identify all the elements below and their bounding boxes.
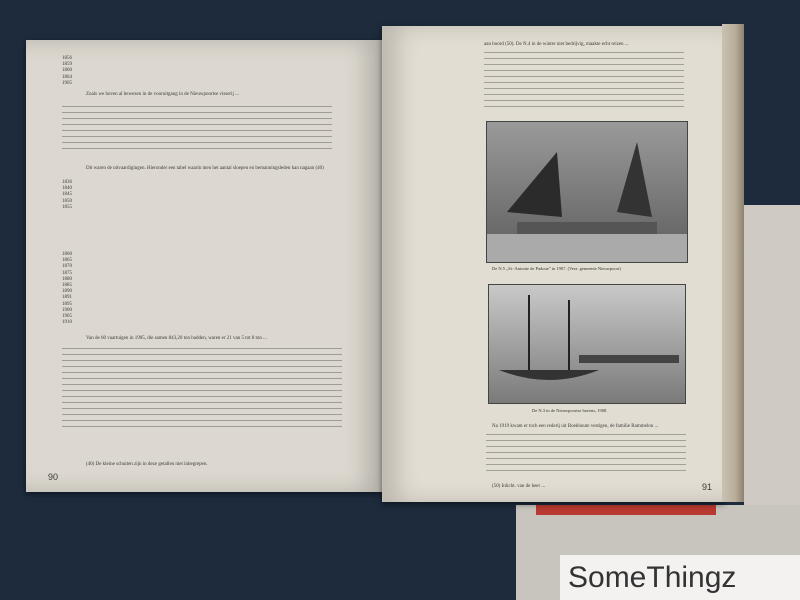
intro-text: Zoals we boven al bewezen in de vooruitgang in de Nieuwpoortse visserij ... [86,92,239,97]
page-number-right: 91 [702,482,713,492]
sailboat-illustration [487,122,687,262]
left-page [26,40,384,492]
lower-years: 1860 1865 1870 1875 1880 1885 1890 1891 1895 1900 1905 1910 [62,252,72,326]
photo-harbour [488,284,686,404]
top-text: aan boord (50). De N.4 in de winter niet bedrijvig, maakte echt reizen ... [484,42,629,47]
bottom-text-lines [486,434,686,476]
harbour-illustration [489,285,685,403]
table-years: 1836 1840 1845 1850 1855 [62,180,72,210]
right-page [382,26,724,502]
caption-2: De N.3 in de Nieuwpoortse havens, 1908. [532,408,608,413]
intro-table [62,106,332,154]
book-cover-edge [722,24,744,502]
bottom-text: Na 1919 kwam er toch een rederij uit Boekhoute vestigen, de familie Rammelon ... [492,424,659,429]
year-list: 1856 1859 1860 1864 1905 [62,56,72,86]
watermark: SomeThingz [560,555,800,600]
footnote: (40) De kleine schuiten zijn in deze getallen niet inbegrepen. [86,462,208,467]
footnote-right: (50) Inlicht. van de heer ... [492,484,546,489]
paragraph-lines [62,348,342,432]
paragraph: Van de 60 vaartuigen in 1905, die samen 843,20 ton hadden, waren er 21 van 5 tot 8 ton ... [86,336,267,341]
background-page-right [744,205,800,505]
middle-text: Dit waren de uitvaardigingen. Hieronder een tabel waarin men het aantal sloepen en bemanningsleden kan nagaan (40) [86,166,324,171]
top-text-lines [484,52,684,112]
caption-1: De N.5 „St.-Antonie de Padoue" in 1907. (Verz. gemeente Nieuwpoort) [492,266,621,271]
background-red-band [536,505,716,515]
page-number-left: 90 [48,472,59,482]
photo-sailboats [486,121,688,263]
